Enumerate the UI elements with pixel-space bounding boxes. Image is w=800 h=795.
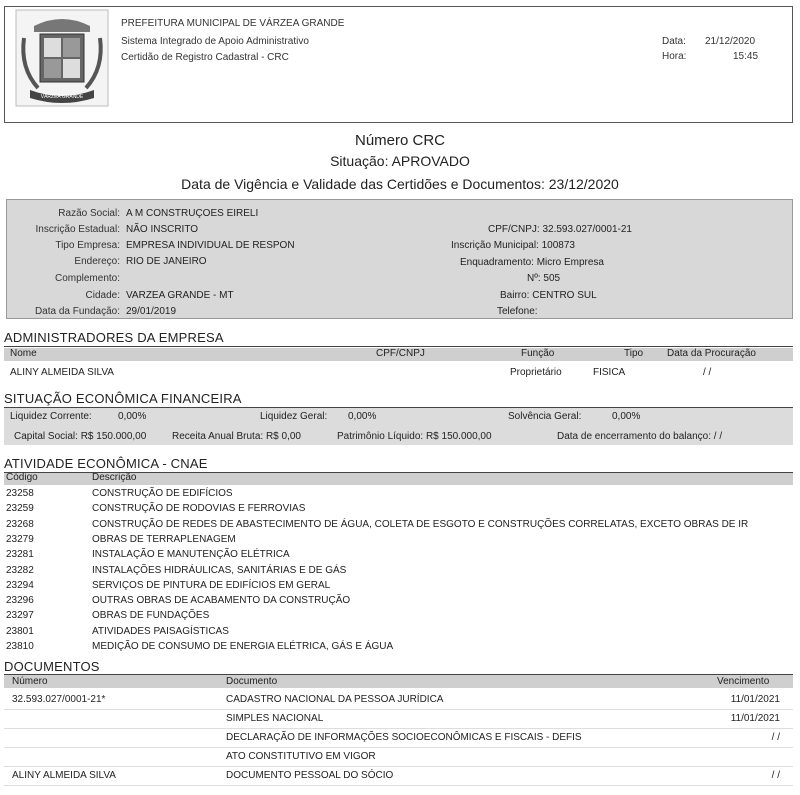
admin-data: / / [703, 367, 712, 378]
header-sistema: Sistema Integrado de Apoio Administrativo [121, 36, 309, 47]
cnae-description: ATIVIDADES PAISAGÍSTICAS [92, 625, 229, 637]
col-documento: Documento [226, 676, 278, 687]
row-divider [4, 785, 793, 786]
liquidez-corrente-value: 0,00% [118, 411, 147, 422]
bairro-value: Bairro: CENTRO SUL [500, 290, 597, 301]
fundacao-label: Data da Fundação: [34, 306, 120, 317]
inscr-est-label: Inscrição Estadual: [35, 224, 120, 235]
row-divider [4, 709, 793, 710]
cnae-code: 23296 [6, 595, 34, 607]
cnae-description: CONSTRUÇÃO DE REDES DE ABASTECIMENTO DE ÁGUA, COLETA DE ESGOTO E CONSTRUÇÕES CORRELATAS, EXCETO OBRAS DE IR [92, 518, 749, 530]
documento-vencimento: / / [771, 770, 780, 781]
col-tipo: Tipo [624, 348, 644, 359]
administradores-title: ADMINISTRADORES DA EMPRESA [4, 330, 224, 345]
financeira-title: SITUAÇÃO ECONÔMICA FINANCEIRA [4, 391, 242, 406]
hora-label: Hora: [662, 51, 687, 62]
numero-value: Nº: 505 [527, 273, 561, 284]
col-descricao: Descrição [92, 472, 137, 483]
row-divider [4, 747, 793, 748]
data-label: Data: [662, 36, 686, 47]
receita-anual: Receita Anual Bruta: R$ 0,00 [172, 431, 301, 442]
row-divider [4, 766, 793, 767]
cidade-label: Cidade: [85, 290, 120, 301]
liquidez-corrente-label: Liquidez Corrente: [10, 411, 92, 422]
data-value: 21/12/2020 [705, 36, 756, 47]
endereco-label: Endereço: [74, 256, 120, 267]
header-prefeitura: PREFEITURA MUNICIPAL DE VÁRZEA GRANDE [121, 18, 345, 29]
cnae-description: CONSTRUÇÃO DE RODOVIAS E FERROVIAS [92, 503, 306, 515]
solvencia-value: 0,00% [612, 411, 641, 422]
empresa-panel [6, 199, 793, 319]
cnae-code: 23279 [6, 533, 34, 545]
fundacao-value: 29/01/2019 [126, 306, 177, 317]
numero-crc-title: Número CRC [354, 132, 445, 149]
patrimonio-liquido: Patrimônio Líquido: R$ 150.000,00 [337, 431, 492, 442]
documento-numero: 32.593.027/0001-21* [12, 694, 106, 705]
solvencia-label: Solvência Geral: [508, 411, 582, 422]
cnae-code: 23801 [6, 625, 34, 637]
header-certidao: Certidão de Registro Cadastral - CRC [121, 52, 289, 63]
documento-vencimento: / / [771, 732, 780, 743]
tipo-value: EMPRESA INDIVIDUAL DE RESPON [126, 240, 295, 251]
cnae-description: OUTRAS OBRAS DE ACABAMENTO DA CONSTRUÇÃO [92, 595, 351, 607]
encerramento-balanco: Data de encerramento do balanço: / / [557, 431, 723, 442]
municipal-crest-icon [14, 8, 110, 108]
admin-nome: ALINY ALMEIDA SILVA [10, 367, 114, 378]
inscr-mun-value: Inscrição Municipal: 100873 [451, 240, 575, 251]
hora-value: 15:45 [733, 51, 759, 62]
documento-nome: DOCUMENTO PESSOAL DO SÓCIO [226, 770, 394, 781]
cnae-description: SERVIÇOS DE PINTURA DE EDIFÍCIOS EM GERAL [92, 579, 331, 591]
razao-value: A M CONSTRUÇOES EIRELI [126, 208, 259, 219]
documentos-title: DOCUMENTOS [4, 659, 100, 674]
documento-numero: ALINY ALMEIDA SILVA [12, 770, 116, 781]
cnae-description: MEDIÇÃO DE CONSUMO DE ENERGIA ELÉTRICA, GÁS E ÁGUA [92, 641, 394, 652]
cnpj-value: CPF/CNPJ: 32.593.027/0001-21 [488, 224, 632, 235]
cnae-description: INSTALAÇÕES HIDRÁULICAS, SANITÁRIAS E DE GÁS [92, 564, 347, 576]
documentos-header [4, 675, 793, 688]
section-rule [4, 346, 793, 347]
telefone-label: Telefone: [497, 306, 538, 317]
documento-vencimento: 11/01/2021 [730, 694, 780, 705]
cnae-code: 23281 [6, 549, 34, 561]
documento-nome: SIMPLES NACIONAL [226, 713, 324, 724]
cnae-code: 23268 [6, 518, 34, 530]
cnae-code: 23282 [6, 564, 34, 576]
admin-tipo: FISICA [593, 367, 626, 378]
cnae-description: OBRAS DE TERRAPLENAGEM [92, 533, 236, 545]
redacted-cpf [368, 364, 456, 378]
admin-funcao: Proprietário [510, 367, 562, 378]
liquidez-geral-value: 0,00% [348, 411, 377, 422]
cidade-value: VARZEA GRANDE - MT [126, 290, 234, 301]
liquidez-geral-label: Liquidez Geral: [260, 411, 328, 422]
col-procuracao: Data da Procuração [667, 348, 756, 359]
complemento-label: Complemento: [54, 273, 120, 284]
documento-nome: CADASTRO NACIONAL DA PESSOA JURÍDICA [226, 694, 444, 705]
capital-social: Capital Social: R$ 150.000,00 [14, 431, 147, 442]
inscr-est-value: NÃO INSCRITO [126, 224, 199, 235]
cnae-code: 23259 [6, 503, 34, 515]
row-divider [4, 728, 793, 729]
documento-vencimento: 11/01/2021 [730, 713, 780, 724]
svg-text:VÁRZEA GRANDE: VÁRZEA GRANDE [40, 94, 84, 100]
cnae-code: 23810 [6, 641, 34, 652]
enquadramento-value: Enquadramento: Micro Empresa [460, 257, 604, 268]
situacao-title: Situação: APROVADO [330, 153, 470, 169]
col-numero: Número [12, 676, 48, 687]
col-vencimento: Vencimento [717, 676, 770, 687]
cnae-code: 23294 [6, 579, 34, 591]
tipo-label: Tipo Empresa: [55, 240, 120, 251]
cnae-code: 23258 [6, 488, 34, 499]
col-codigo: Código [6, 472, 38, 483]
cnae-description: INSTALAÇÃO E MANUTENÇÃO ELÉTRICA [92, 549, 290, 561]
documento-nome: ATO CONSTITUTIVO EM VIGOR [226, 751, 376, 762]
cnae-title: ATIVIDADE ECONÔMICA - CNAE [4, 456, 208, 471]
endereco-value: RIO DE JANEIRO [126, 256, 207, 267]
documento-nome: DECLARAÇÃO DE INFORMAÇÕES SOCIOECONÔMICAS E FISCAIS - DEFIS [226, 732, 582, 743]
col-funcao: Função [521, 348, 555, 359]
cnae-description: OBRAS DE FUNDAÇÕES [92, 610, 210, 622]
col-nome: Nome [10, 348, 37, 359]
vigencia-title: Data de Vigência e Validade das Certidões e Documentos: 23/12/2020 [181, 176, 619, 192]
col-cpf: CPF/CNPJ [376, 348, 425, 359]
cnae-code: 23297 [6, 610, 34, 622]
cnae-description: CONSTRUÇÃO DE EDIFÍCIOS [92, 488, 233, 499]
razao-label: Razão Social: [58, 208, 120, 219]
